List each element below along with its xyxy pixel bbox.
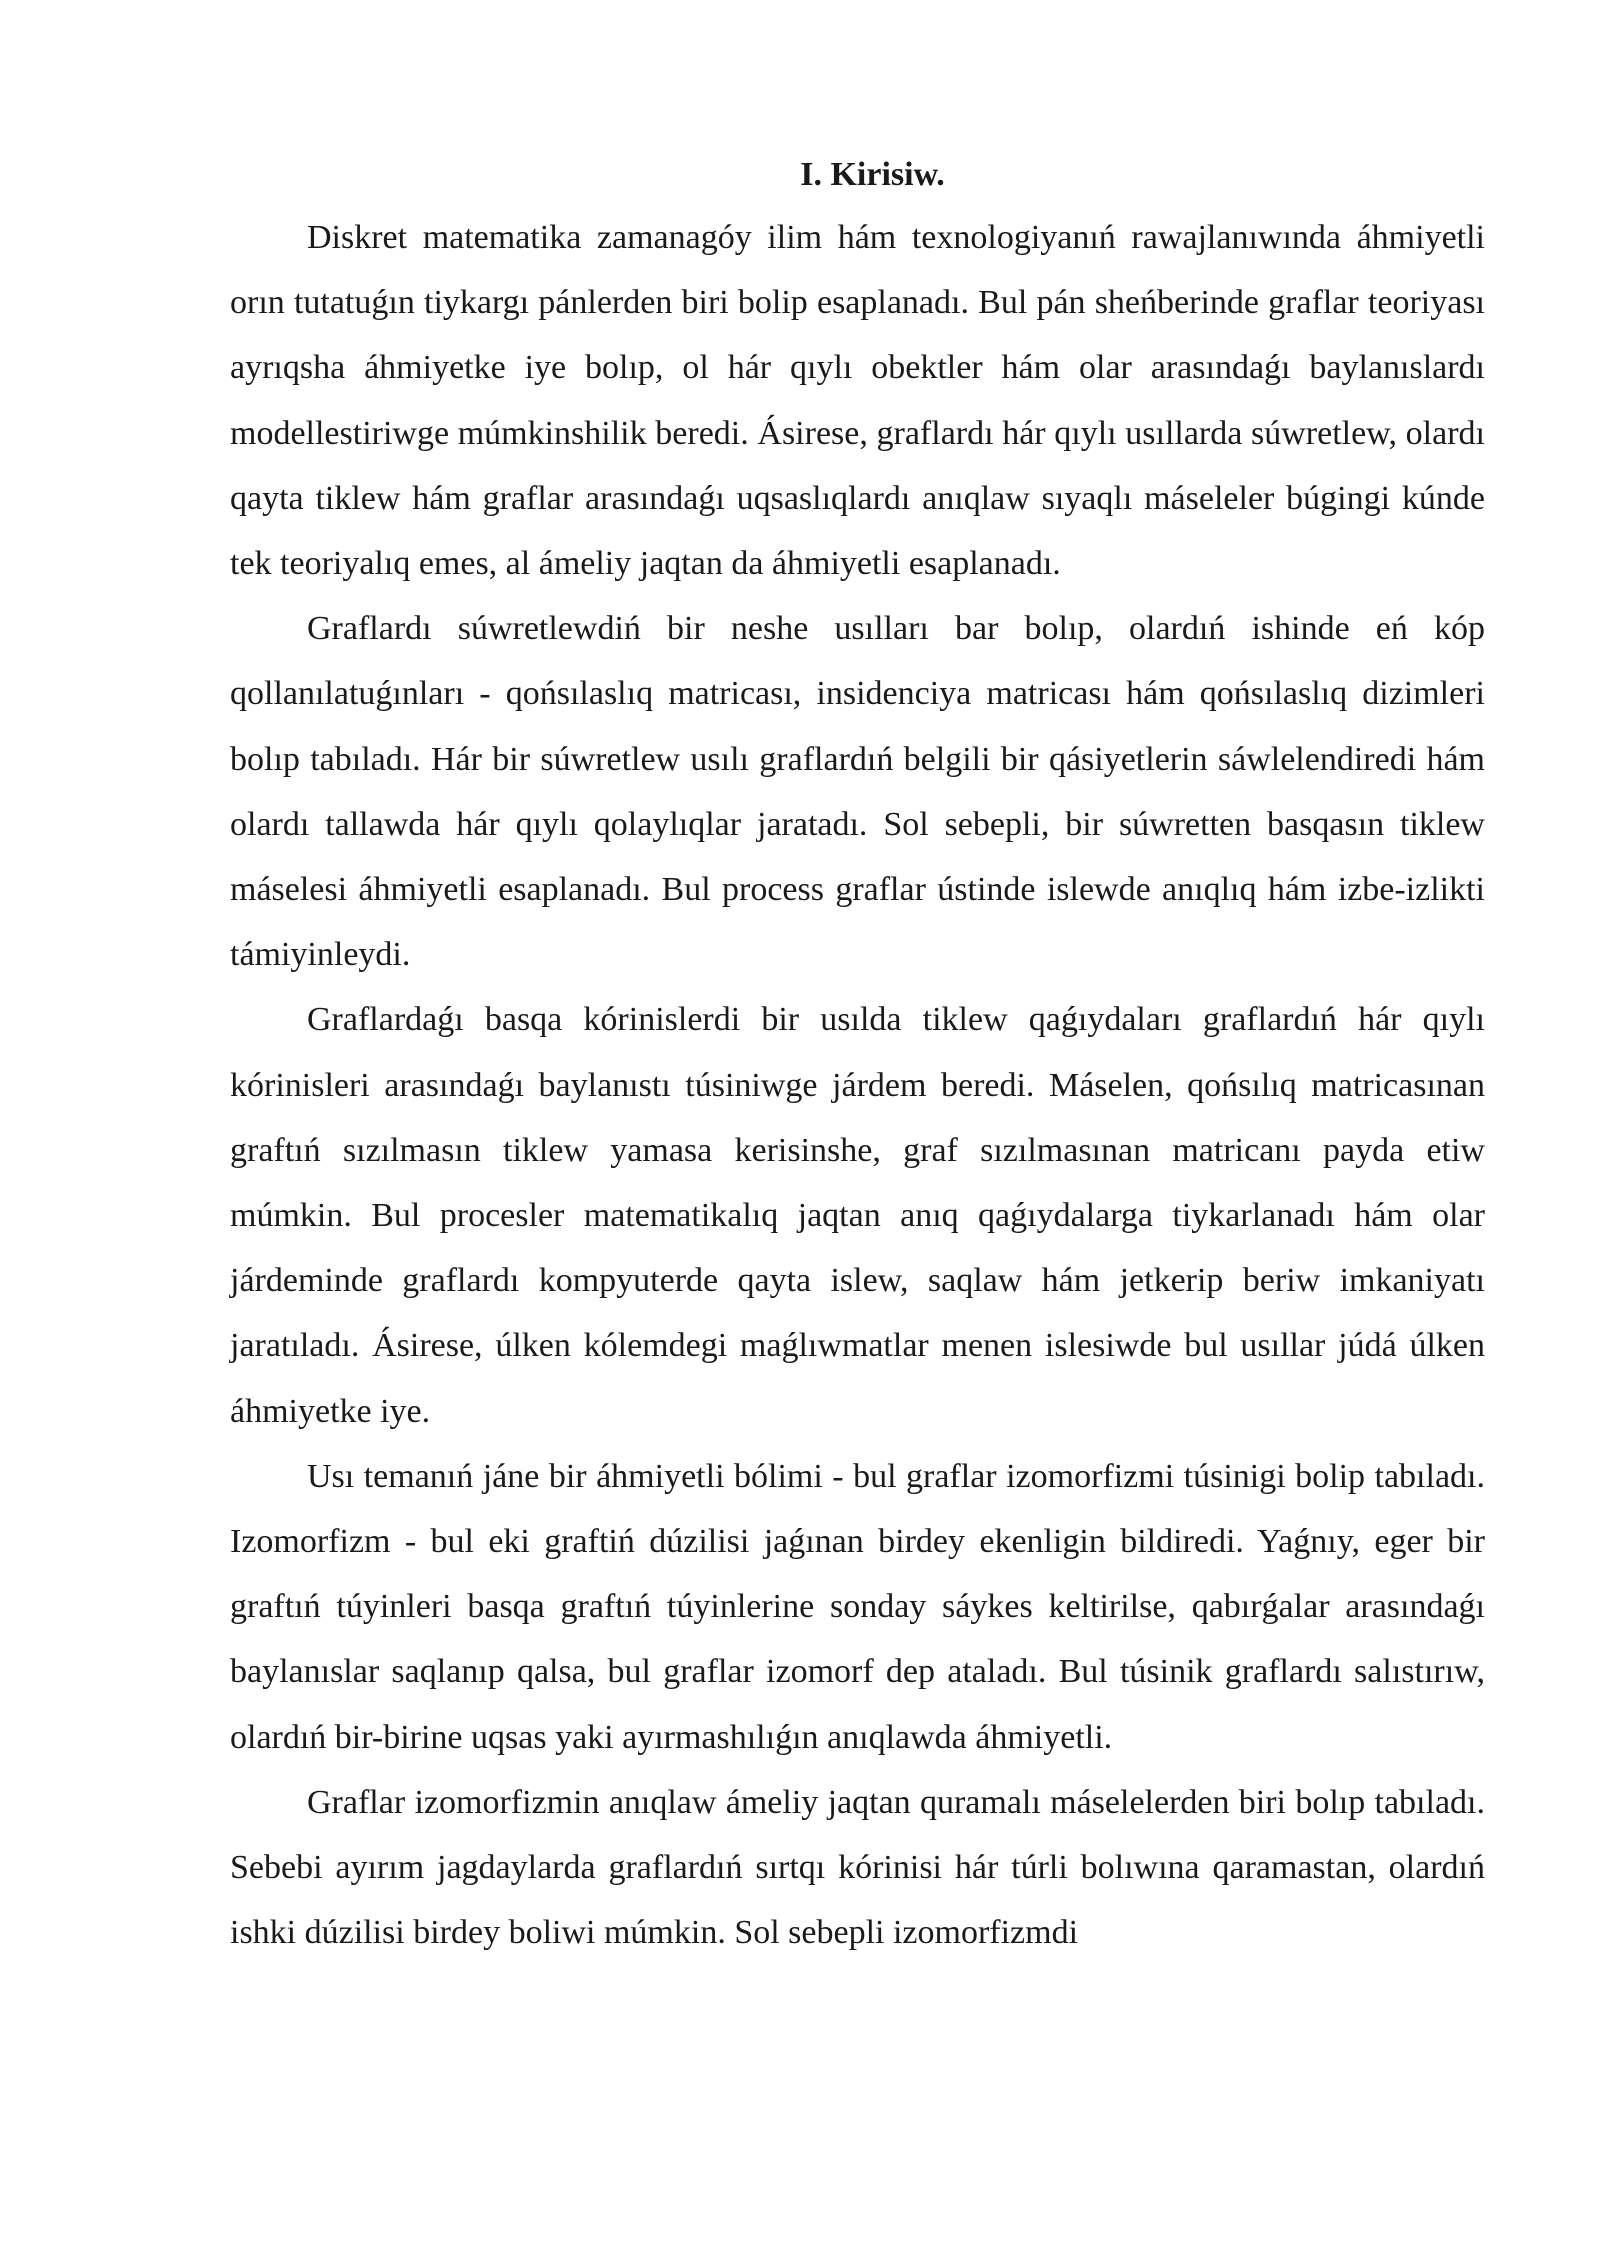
document-page [230,148,1485,1965]
paragraph-3: Graflardaǵı basqa kórinislerdi bir usılda tiklew qaǵıydaları graflardıń hár qıylı kórinisleri arasındaǵı baylanıstı túsiniwge járdem beredi. Máselen, qońsılıq matricasınan graftıń sızılmasın tiklew yamasa kerisinshe, graf sızılmasınan matricanı payda etiw múmkin. Bul procesler matematikalıq jaqtan anıq qaǵıydalarga tiykarlanadı hám olar járdeminde graflardı kompyuterde qayta islew, saqlaw hám jetkerip beriw imkaniyatı jaratıladı. Ásirese, úlken kólemdegi maǵlıwmatlar menen islesiwde bul usıllar júdá úlken áhmiyetke iye. [230,1001,1485,1430]
paragraph-4: Usı temanıń jáne bir áhmiyetli bólimi - bul graflar izomorfizmi túsinigi bolip tabıladı. Izomorfizm - bul eki graftiń dúzilisi jaǵınan birdey ekenligin bildiredi. Yaǵnıy, eger bir graftıń túyinleri basqa graftıń túyinlerine sonday sáykes keltirilse, qabırǵalar arasındaǵı baylanıslar saqlanıp qalsa, bul graflar izomorf dep ataladı. Bul túsinik graflardı salıstırıw, olardıń bir-birine uqsas yaki ayırmashılıǵın anıqlawda áhmiyetli. [230,1457,1485,1756]
paragraph-2: Graflardı súwretlewdiń bir neshe usılları bar bolıp, olardıń ishinde eń kóp qollanılatuǵınları - qońsılaslıq matricası, insidenciya matricası hám qońsılaslıq dizimleri bolıp tabıladı. Hár bir súwretlew usılı graflardıń belgili bir qásiyetlerin sáwlelendiredi hám olardı tallawda hár qıylı qolaylıqlar jaratadı. Sol sebepli, bir súwretten basqasın tiklew máselesi áhmiyetli esaplanadı. Bul process graflar ústinde islewde anıqlıq hám izbe-izlikti támiyinleydi. [230,610,1485,974]
paragraph-5: Graflar izomorfizmin anıqlaw ámeliy jaqtan quramalı máselelerden biri bolıp tabıladı. Sebebi ayırım jagdaylarda graflardıń sırtqı kórinisi hár túrli bolıwına qaramastan, olardıń ishki dúzilisi birdey boliwi múmkin. Sol sebepli izomorfizmdi [230,1783,1485,1952]
section-title: I. Kirisiw. [800,156,945,193]
paragraph-1: Diskret matematika zamanagóy ilim hám texnologiyanıń rawajlanıwında áhmiyetli orın tutatuǵın tiykargı pánlerden biri bolip esaplanadı. Bul pán sheńberinde graflar teoriyası ayrıqsha áhmiyetke iye bolıp, ol hár qıylı obektler hám olar arasındaǵı baylanıslardı modellestiriwge múmkinshilik beredi. Ásirese, graflardı hár qıylı usıllarda súwretlew, olardı qayta tiklew hám graflar arasındaǵı uqsaslıqlardı anıqlaw sıyaqlı máseleler búgingi kúnde tek teoriyalıq emes, al ámeliy jaqtan da áhmiyetli esaplanadı. [230,219,1485,583]
